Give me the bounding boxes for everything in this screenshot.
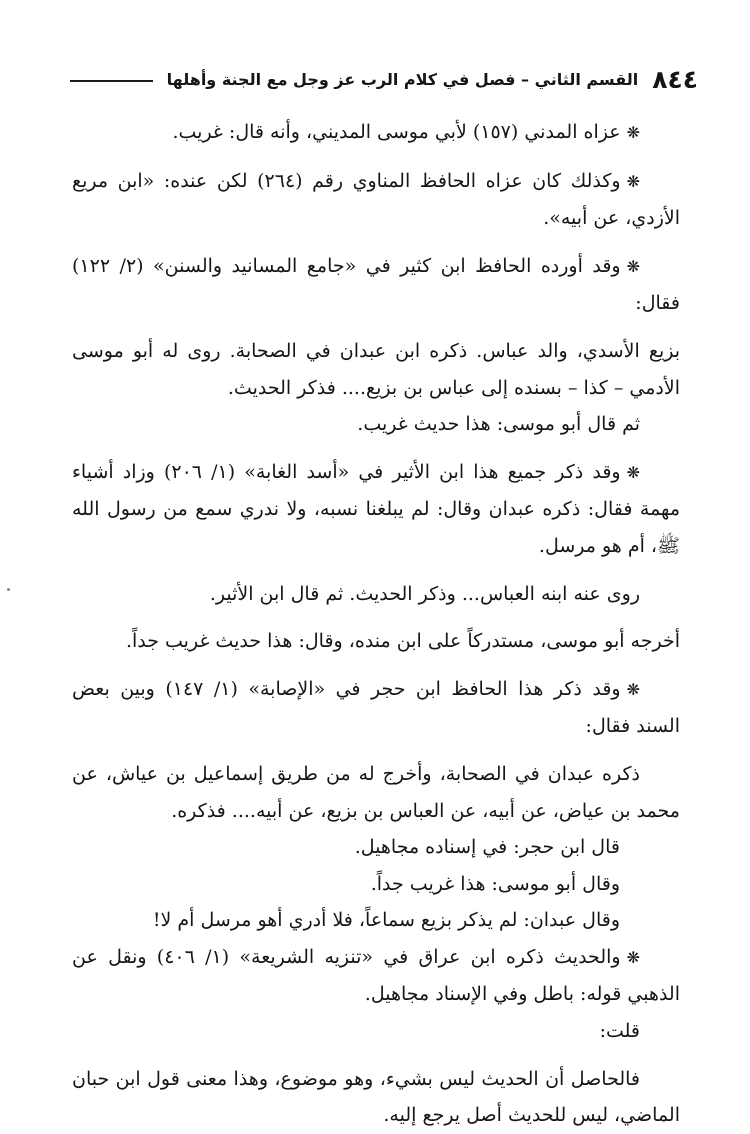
paragraph-text: فالحاصل أن الحديث ليس بشيء، وهو موضوع، وهذا معنى قول ابن حبان الماضي، ليس للحديث أصل يرجع إليه. (72, 1067, 680, 1127)
paragraph-text: وقد أورده الحافظ ابن كثير في «جامع المسانيد والسنن» (٢/ ١٢٢) فقال: (72, 254, 680, 315)
paragraph (72, 406, 680, 443)
paragraph (72, 866, 680, 903)
star-bullet-icon: ❋ (626, 171, 640, 191)
running-title: القسم الثاني – فصل في كلام الرب عز وجل مع الجنة وأهلها (166, 69, 639, 89)
header-rule (70, 80, 153, 82)
paragraph-text: وقال عبدان: لم يذكر بزيع سماعاً، فلا أدري أهو مرسل أم لا! (152, 909, 620, 932)
paragraph-text: ذكره عبدان في الصحابة، وأخرج له من طريق إسماعيل بن عياش، عن محمد بن عياض، عن أبيه، عن العباس بن بزيع، عن أبيه.... فذكره. (72, 762, 680, 822)
paragraph-text: ثم قال أبو موسى: هذا حديث غريب. (357, 413, 640, 436)
paragraph (72, 829, 680, 866)
page-number: ٨٤٤ (652, 64, 698, 94)
paragraph (72, 576, 680, 613)
paragraph (72, 939, 680, 1013)
paragraph (72, 623, 680, 660)
paragraph (72, 454, 680, 565)
scan-speck (7, 588, 10, 591)
paragraph (72, 902, 680, 939)
paragraph (72, 1061, 680, 1134)
quoted-paragraph (72, 756, 680, 829)
star-bullet-icon: ❋ (626, 947, 640, 967)
star-bullet-icon: ❋ (626, 256, 640, 276)
paragraph (72, 163, 680, 237)
paragraph (72, 248, 680, 322)
paragraph-text: روى عنه ابنه العباس... وذكر الحديث. ثم قال ابن الأثير. (209, 582, 640, 605)
paragraph-text: عزاه المدني (١٥٧) لأبي موسى المديني، وأنه قال: غريب. (172, 121, 621, 143)
page-body (72, 114, 680, 1134)
page-header (70, 62, 698, 96)
paragraph (72, 114, 680, 152)
paragraph-text: قال ابن حجر: في إسناده مجاهيل. (354, 836, 620, 859)
paragraph-text: أخرجه أبو موسى، مستدركاً على ابن منده، وقال: هذا حديث غريب جداً. (125, 630, 680, 653)
star-bullet-icon: ❋ (626, 462, 640, 482)
paragraph-text: وقال أبو موسى: هذا غريب جداً. (370, 872, 620, 895)
paragraph-text: وقد ذكر جميع هذا ابن الأثير في «أسد الغابة» (١/ ٢٠٦) وزاد أشياء مهمة فقال: ذكره عبدان وقال: لم يبلغنا نسبه، ولا ندري سمع من رسول الله ﷺ، أم هو مرسل. (72, 460, 680, 557)
paragraph (72, 671, 680, 745)
paragraph-text: وكذلك كان عزاه الحافظ المناوي رقم (٢٦٤) لكن عنده: «ابن مريع الأزدي، عن أبيه». (72, 169, 680, 230)
paragraph-text: وقد ذكر هذا الحافظ ابن حجر في «الإصابة» (١/ ١٤٧) وبين بعض السند فقال: (72, 677, 680, 738)
quoted-paragraph (72, 333, 680, 406)
star-bullet-icon: ❋ (626, 679, 640, 699)
star-bullet-icon: ❋ (626, 123, 640, 142)
paragraph-text: بزيع الأسدي، والد عباس. ذكره ابن عبدان في الصحابة. روى له أبو موسى الأدمي – كذا – بسنده إلى عباس بن بزيع.... فذكر الحديث. (72, 339, 680, 399)
paragraph-text: قلت: (599, 1020, 640, 1043)
paragraph-text: والحديث ذكره ابن عراق في «تنزيه الشريعة» (١/ ٤٠٦) ونقل عن الذهبي قوله: باطل وفي الإسناد مجاهيل. (72, 945, 680, 1006)
paragraph (72, 1013, 680, 1050)
